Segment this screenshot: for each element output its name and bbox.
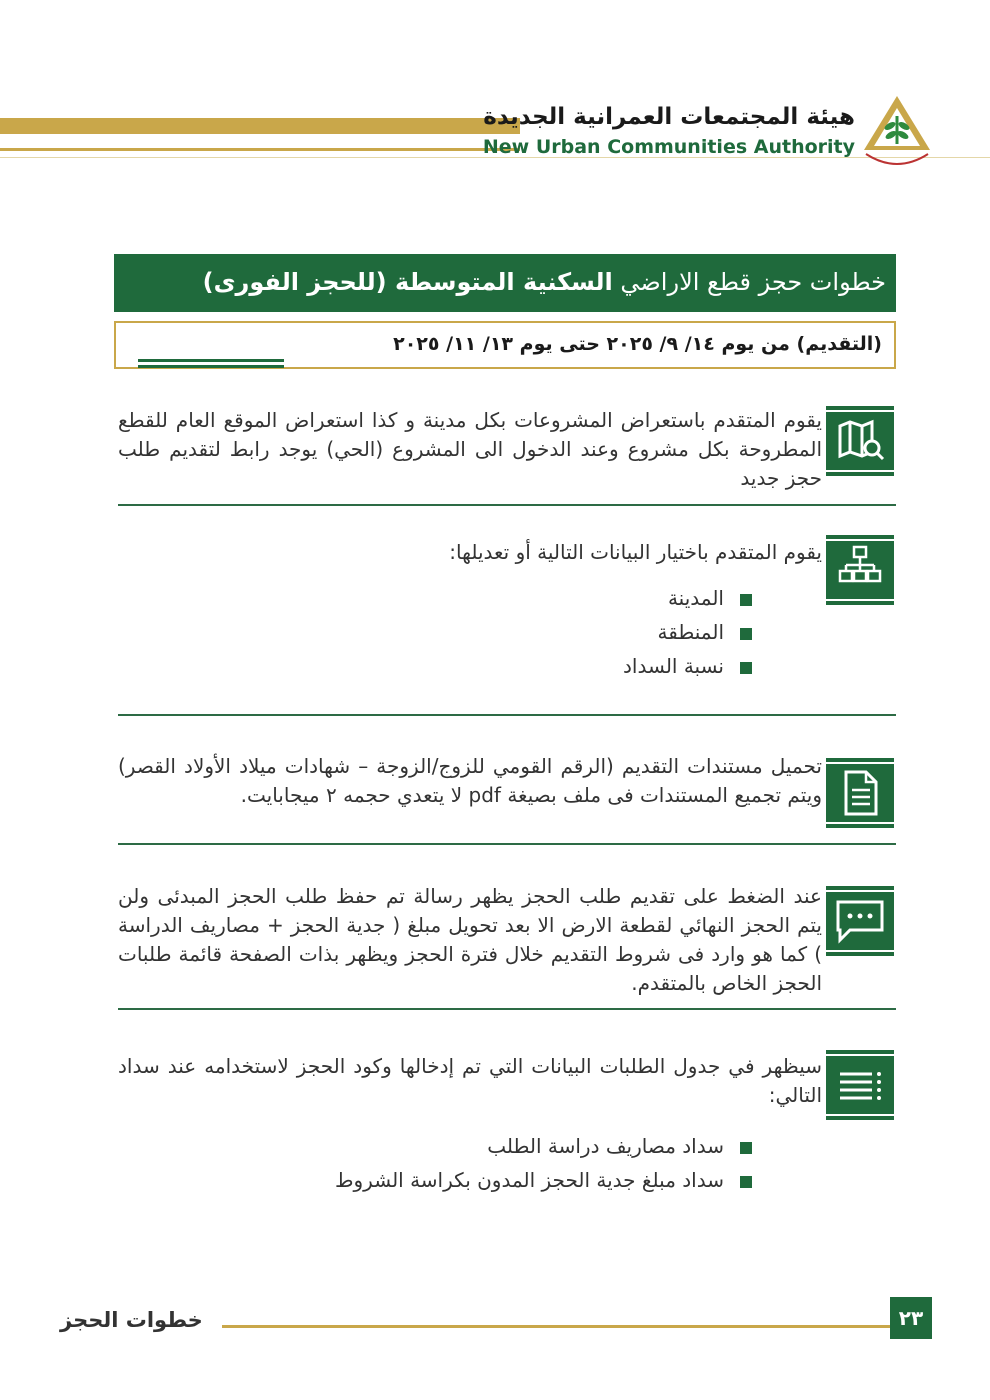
decor-line <box>138 359 284 362</box>
step-3-text: تحميل مستندات التقديم (الرقم القومي للزوج/الزوجة – شهادات ميلاد الأولاد القصر) ويتم تجميع المستندات فى ملف بصيغة pdf لا يتعدي حجمه ٢ ميجابايت. <box>118 754 822 807</box>
bullet-icon <box>740 1142 752 1154</box>
org-name-arabic: هيئة المجتمعات العمرانية الجديدة <box>483 104 855 130</box>
step-5-text: سيظهر في جدول الطلبات البيانات التي تم إدخالها وكود الحجز لاستخدامه عند سداد التالي: <box>118 1054 822 1107</box>
step-divider <box>118 714 896 716</box>
list-item <box>623 654 752 678</box>
page-title <box>203 268 886 296</box>
footer-gold-line <box>222 1325 890 1328</box>
application-dates: (التقديم) من يوم ١٤/ ٩/ ٢٠٢٥ حتى يوم ١٣/ ١١/ ٢٠٢٥ <box>393 333 882 355</box>
list-item-text: سداد مصاريف دراسة الطلب <box>487 1134 724 1158</box>
header-gold-line <box>0 148 520 151</box>
list-item-text: المنطقة <box>657 620 724 644</box>
chat-icon <box>826 886 894 956</box>
list-icon <box>826 1050 894 1120</box>
footer-section-title: خطوات الحجز <box>60 1308 203 1332</box>
list-item-text: المدينة <box>667 586 724 610</box>
org-name-english: New Urban Communities Authority <box>482 136 855 158</box>
bullet-icon <box>740 594 752 606</box>
decor-line <box>138 365 284 368</box>
bullet-icon <box>740 662 752 674</box>
bullet-icon <box>740 1176 752 1188</box>
list-item-text: نسبة السداد <box>623 654 724 678</box>
title-prefix: خطوات حجز قطع الاراضي <box>620 268 886 296</box>
list-item-text: سداد مبلغ جدية الحجز المدون بكراسة الشروط <box>335 1168 724 1192</box>
map-search-icon <box>826 406 894 476</box>
step-divider <box>118 843 896 845</box>
nuca-logo-icon <box>860 92 935 172</box>
step-2-text: يقوم المتقدم باختيار البيانات التالية أو تعديلها: <box>449 540 822 564</box>
step-1-text: يقوم المتقدم باستعراض المشروعات بكل مدينة و كذا استعراض الموقع العام للقطع المطروحة بكل مشروع وعند الدخول الى المشروع (الحي) يوجد رابط لتقديم طلب حجز جديد <box>118 408 822 490</box>
title-bold: السكنية المتوسطة (للحجز الفورى) <box>202 268 613 296</box>
list-item <box>668 586 752 610</box>
list-item <box>658 620 753 644</box>
bullet-icon <box>740 628 752 640</box>
hierarchy-icon <box>826 535 894 605</box>
header-gold-bar <box>0 118 520 134</box>
step-divider <box>118 1008 896 1010</box>
list-item <box>335 1168 752 1192</box>
document-icon <box>826 758 894 828</box>
page-number: ٢٣ <box>890 1297 932 1339</box>
list-item <box>487 1134 752 1158</box>
step-divider <box>118 504 896 506</box>
step-4-text: عند الضغط على تقديم طلب الحجز يظهر رسالة تم حفظ طلب الحجز المبدئى ولن يتم الحجز النهائي لقطعة الارض الا بعد تحويل مبلغ ( جدية الحجز + مصاريف الدراسة ) كما هو وارد فى شروط التقديم خلال فترة الحجز ويظهر بذات الصفحة قائمة طلبات الحجز الخاص بالمتقدم. <box>118 884 822 995</box>
